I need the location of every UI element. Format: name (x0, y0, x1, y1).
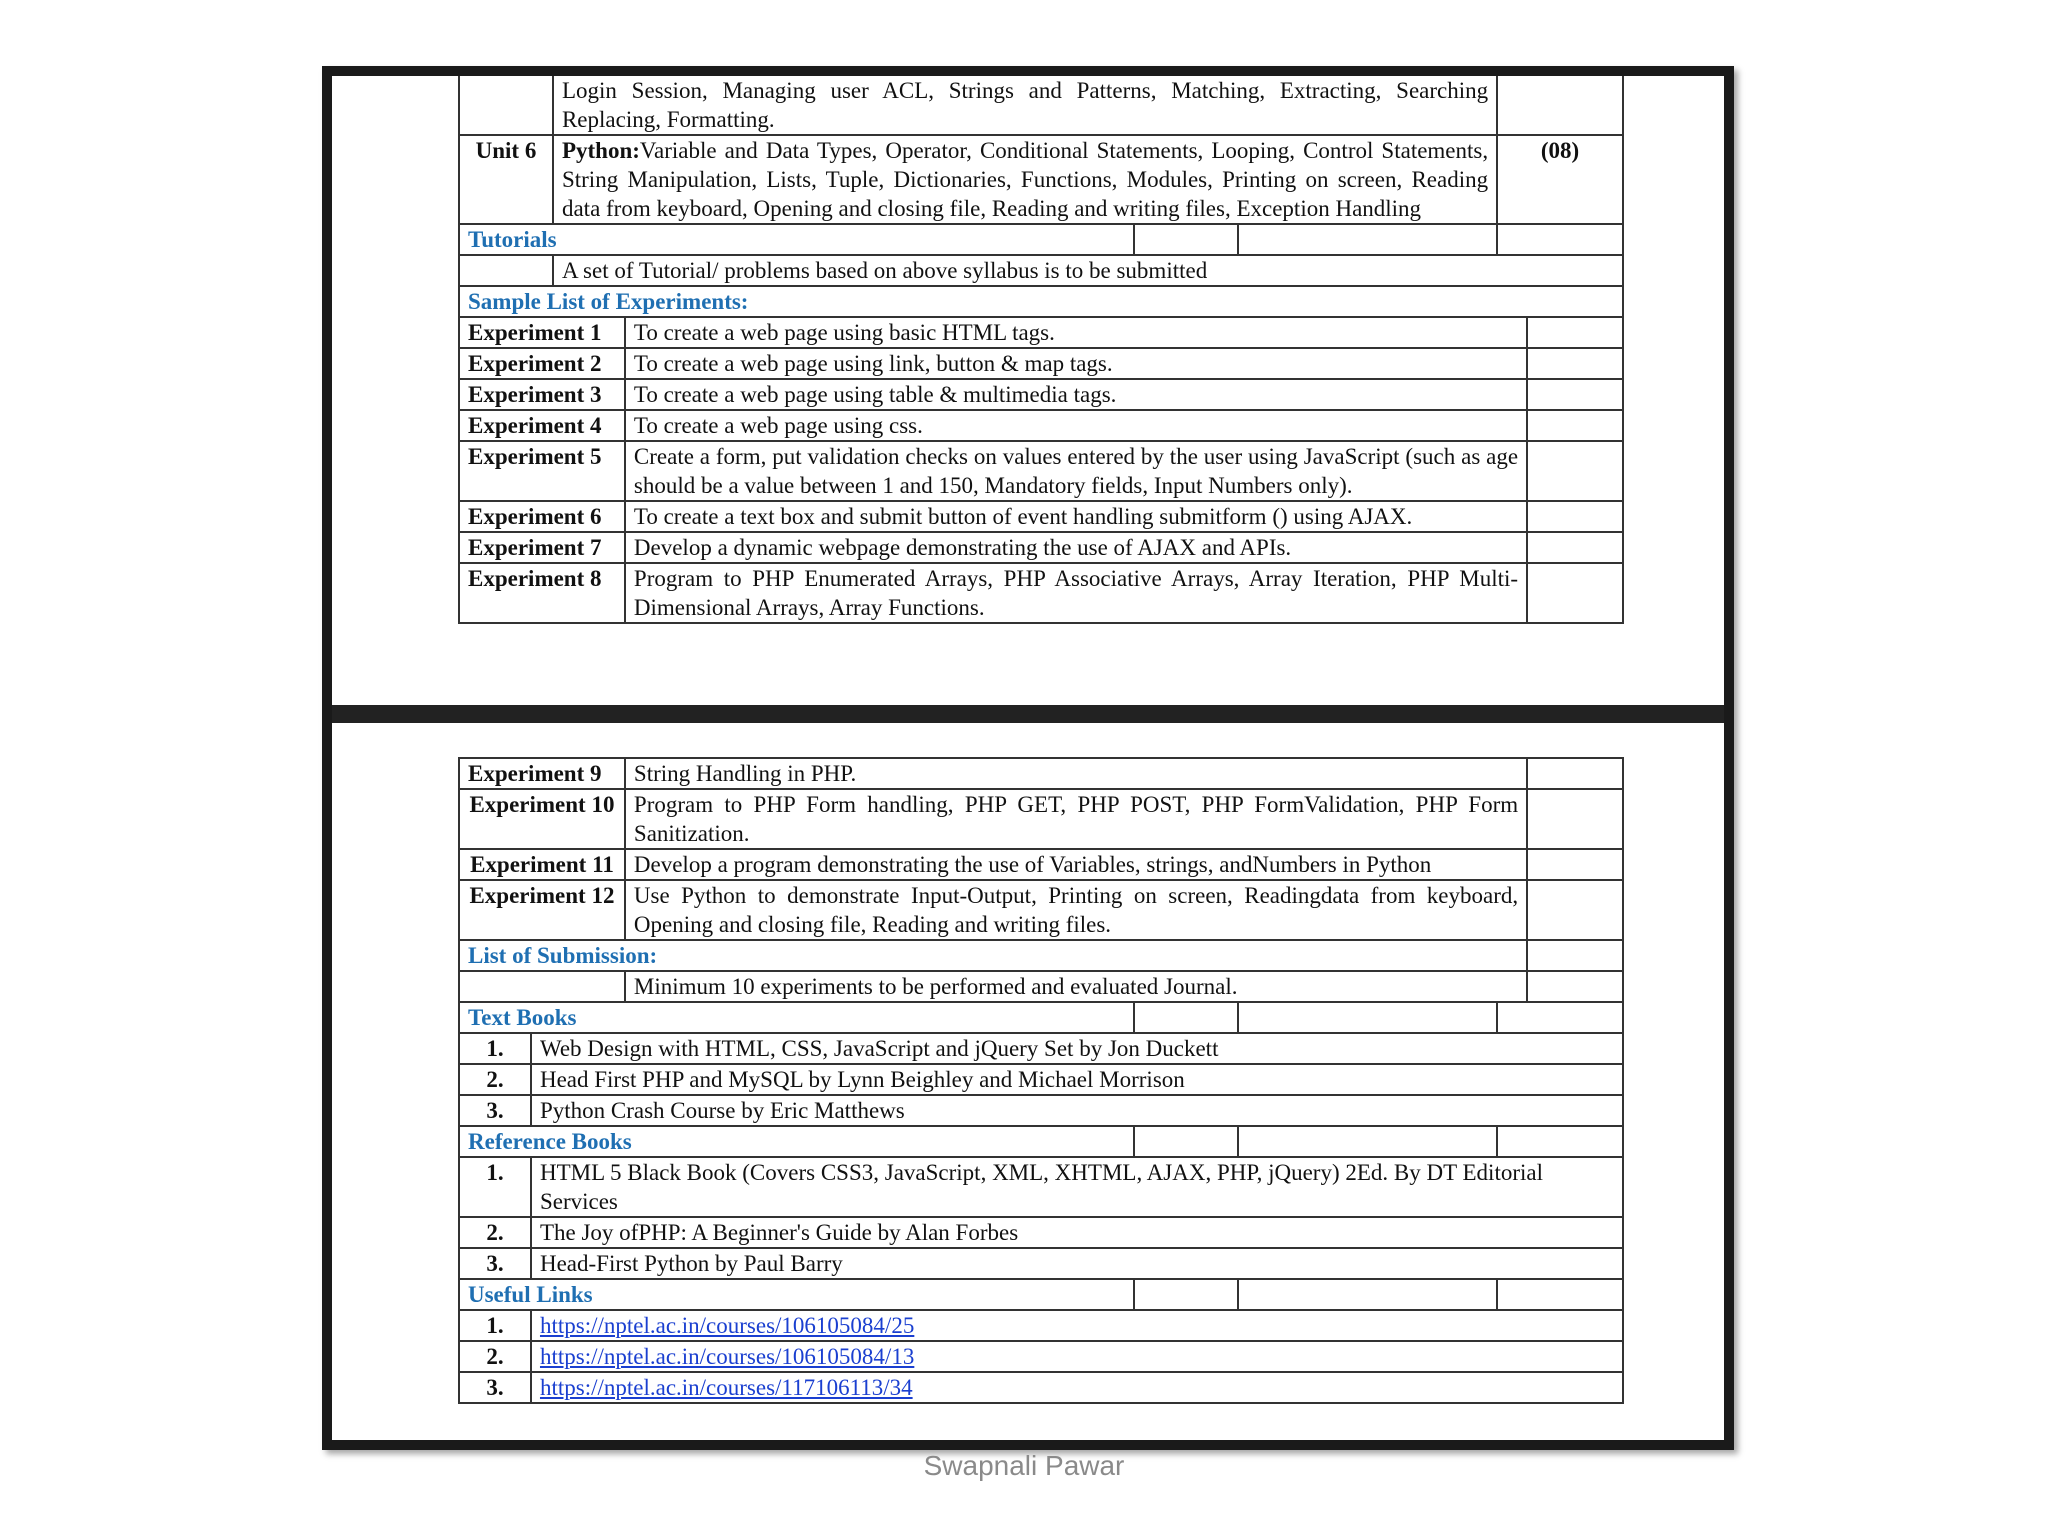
experiment-label: Experiment 11 (459, 849, 625, 880)
tutorials-row (459, 255, 1623, 286)
experiment-label: Experiment 10 (459, 789, 625, 849)
text-book-number: 2. (459, 1064, 531, 1095)
text-book-title: Python Crash Course by Eric Matthews (531, 1095, 1623, 1126)
experiment-text: Use Python to demonstrate Input-Output, Printing on screen, Readingdata from keyboard, Opening and closing file, Reading and writing files. (625, 880, 1527, 940)
experiment-label: Experiment 9 (459, 758, 625, 789)
reference-book-title: The Joy ofPHP: A Beginner's Guide by Alan Forbes (531, 1217, 1623, 1248)
experiment-text: To create a web page using css. (625, 410, 1527, 441)
unit6-topics: Variable and Data Types, Operator, Conditional Statements, Looping, Control Statements, String Manipulation, Lists, Tuple, Dictionaries, Functions, Modules, Printing on screen, Reading data from keyboard, Opening and closing file, Reading and writing files, Exception Handling (561, 138, 1489, 221)
reference-books-heading: Reference Books (459, 1126, 1134, 1157)
submission-row (459, 971, 1623, 1002)
syllabus-table-bottom (458, 757, 1624, 1404)
unit5-tail-row (459, 76, 1623, 135)
syllabus-table-top (458, 76, 1624, 624)
unit6-content (553, 135, 1497, 224)
experiments-heading-row (459, 286, 1623, 317)
experiment-row (459, 532, 1623, 563)
useful-link-number: 1. (459, 1310, 531, 1341)
experiment-row (459, 501, 1623, 532)
useful-link[interactable]: https://nptel.ac.in/courses/106105084/25 (539, 1313, 915, 1338)
experiments-heading: Sample List of Experiments: (459, 286, 1623, 317)
experiment-row (459, 563, 1623, 623)
experiment-row (459, 379, 1623, 410)
reference-book-title: HTML 5 Black Book (Covers CSS3, JavaScript, XML, XHTML, AJAX, PHP, jQuery) 2Ed. By DT Editorial Services (531, 1157, 1623, 1217)
experiment-label: Experiment 8 (459, 563, 625, 623)
submission-heading: List of Submission: (459, 940, 1527, 971)
experiment-label: Experiment 6 (459, 501, 625, 532)
text-book-title: Head First PHP and MySQL by Lynn Beighley and Michael Morrison (531, 1064, 1623, 1095)
experiment-row (459, 758, 1623, 789)
tutorials-text: A set of Tutorial/ problems based on above syllabus is to be submitted (553, 255, 1623, 286)
experiment-text: To create a web page using table & multimedia tags. (625, 379, 1527, 410)
experiment-label: Experiment 2 (459, 348, 625, 379)
useful-link-number: 2. (459, 1341, 531, 1372)
useful-links-heading: Useful Links (459, 1279, 1134, 1310)
experiment-label: Experiment 4 (459, 410, 625, 441)
reference-book-title: Head-First Python by Paul Barry (531, 1248, 1623, 1279)
experiment-text: To create a web page using link, button & map tags. (625, 348, 1527, 379)
experiment-label: Experiment 12 (459, 880, 625, 940)
experiment-label: Experiment 7 (459, 532, 625, 563)
experiment-text: To create a text box and submit button of event handling submitform () using AJAX. (625, 501, 1527, 532)
text-books-heading: Text Books (459, 1002, 1134, 1033)
useful-link[interactable]: https://nptel.ac.in/courses/106105084/13 (539, 1344, 915, 1369)
unit6-title: Python: (561, 138, 640, 163)
text-book-row (459, 1095, 1623, 1126)
experiment-row (459, 410, 1623, 441)
useful-link-number: 3. (459, 1372, 531, 1403)
reference-book-row (459, 1248, 1623, 1279)
experiment-row (459, 880, 1623, 940)
unit6-hours: (08) (1497, 135, 1623, 224)
useful-link-row (459, 1372, 1623, 1403)
experiment-row (459, 317, 1623, 348)
reference-books-heading-row (459, 1126, 1623, 1157)
experiment-text: Create a form, put validation checks on values entered by the user using JavaScript (such as age should be a value between 1 and 150, Mandatory fields, Input Numbers only). (625, 441, 1527, 501)
slide-footer-author: Swapnali Pawar (923, 1450, 1125, 1481)
tutorials-heading: Tutorials (459, 224, 1134, 255)
experiment-text: Program to PHP Enumerated Arrays, PHP Associative Arrays, Array Iteration, PHP Multi-Dimensional Arrays, Array Functions. (625, 563, 1527, 623)
experiment-label: Experiment 3 (459, 379, 625, 410)
experiment-row (459, 849, 1623, 880)
reference-book-number: 3. (459, 1248, 531, 1279)
text-book-row (459, 1033, 1623, 1064)
useful-link-row (459, 1310, 1623, 1341)
reference-book-row (459, 1157, 1623, 1217)
experiment-text: Develop a program demonstrating the use of Variables, strings, andNumbers in Python (625, 849, 1527, 880)
text-book-number: 1. (459, 1033, 531, 1064)
text-book-title: Web Design with HTML, CSS, JavaScript and jQuery Set by Jon Duckett (531, 1033, 1623, 1064)
page-divider (332, 705, 1724, 723)
tutorials-heading-row (459, 224, 1623, 255)
experiment-text: To create a web page using basic HTML tags. (625, 317, 1527, 348)
experiment-label: Experiment 5 (459, 441, 625, 501)
reference-book-row (459, 1217, 1623, 1248)
useful-link[interactable]: https://nptel.ac.in/courses/117106113/34 (539, 1375, 913, 1400)
unit6-row (459, 135, 1623, 224)
experiment-row (459, 789, 1623, 849)
experiment-row (459, 441, 1623, 501)
experiment-text: Develop a dynamic webpage demonstrating the use of AJAX and APIs. (625, 532, 1527, 563)
text-books-heading-row (459, 1002, 1623, 1033)
slide-frame (322, 66, 1734, 1450)
useful-link-row (459, 1341, 1623, 1372)
experiment-label: Experiment 1 (459, 317, 625, 348)
experiment-text: String Handling in PHP. (625, 758, 1527, 789)
submission-text: Minimum 10 experiments to be performed and evaluated Journal. (625, 971, 1527, 1002)
text-book-row (459, 1064, 1623, 1095)
unit6-label: Unit 6 (459, 135, 553, 224)
useful-links-heading-row (459, 1279, 1623, 1310)
reference-book-number: 2. (459, 1217, 531, 1248)
text-book-number: 3. (459, 1095, 531, 1126)
experiment-text: Program to PHP Form handling, PHP GET, PHP POST, PHP FormValidation, PHP Form Sanitization. (625, 789, 1527, 849)
unit5-tail-text: Login Session, Managing user ACL, Strings and Patterns, Matching, Extracting, Searching Replacing, Formatting. (553, 76, 1497, 135)
experiment-row (459, 348, 1623, 379)
reference-book-number: 1. (459, 1157, 531, 1217)
submission-heading-row (459, 940, 1623, 971)
